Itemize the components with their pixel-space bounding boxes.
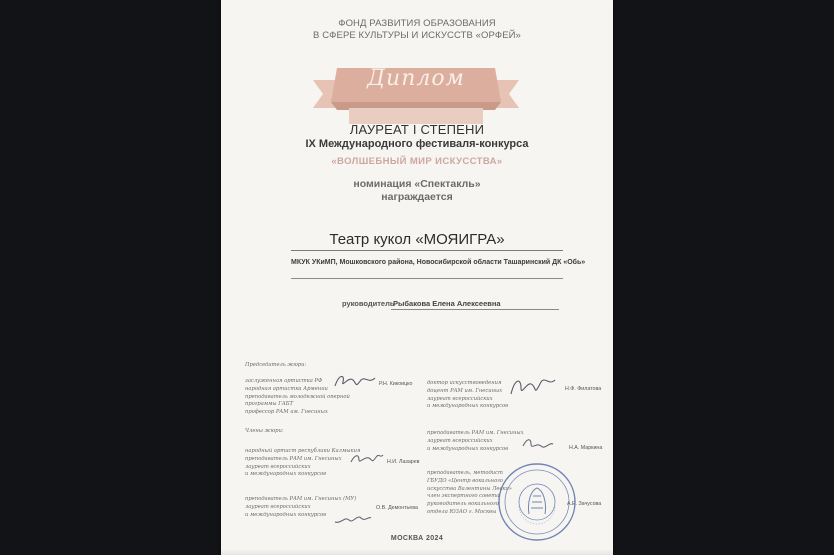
leader-label: руководитель: [342, 299, 395, 308]
city-year: МОСКВА 2024: [390, 535, 444, 542]
jury-member-1-name: Н.И. Лазарев: [387, 459, 420, 465]
festival-name: «ВОЛШЕБНЫЙ МИР ИСКУССТВА»: [331, 156, 503, 167]
member-2-signature: [333, 510, 373, 528]
member-3-signature: [507, 372, 559, 402]
jury-member-3-titles: доктор искусствоведения доцент РАМ им. Гнесиных лауреат всероссийских и международных конкурсов: [427, 380, 509, 410]
official-seal: [497, 462, 577, 542]
foundation-name-line2: В СФЕРЕ КУЛЬТУРЫ И ИСКУССТВ «ОРФЕЙ»: [313, 30, 521, 41]
divider-line: [291, 250, 563, 251]
jury-member-5-titles: преподаватель, методист ГБУДО «Центр вокального искусства Валентины Левко» член экспертного совета руководитель вокального отдела ЮЗАО г. Москвы: [427, 470, 512, 515]
foundation-name-line1: ФОНД РАЗВИТИЯ ОБРАЗОВАНИЯ: [338, 18, 496, 29]
divider-line: [291, 278, 563, 279]
leader-name: Рыбакова Елена Алексеевна: [393, 299, 501, 308]
jury-member-5-name: А.Е. Зачусова: [567, 501, 602, 507]
jury-members-label: Члены жюри:: [245, 428, 284, 434]
recipient-organization: МКУК УКиМП, Мошковского района, Новосибирской области Ташаринский ДК «Обь»: [291, 259, 586, 266]
jury-member-2-name: О.В. Демонтьева: [376, 505, 418, 511]
festival-title: IX Международного фестиваля-конкурса: [305, 138, 529, 150]
jury-chair-titles: заслуженная артистка РФ народная артистка Армении преподаватель молодежной оперной программы ГАБТ профессор РАМ им. Гнесиных: [245, 378, 350, 416]
chair-signature: [331, 372, 377, 392]
jury-member-3-name: Н.Ф. Филатова: [565, 386, 602, 392]
jury-member-2-titles: преподаватель РАМ им. Гнесиных (МУ) лауреат всероссийских и международных конкурсов: [245, 496, 357, 518]
laureate-degree: ЛАУРЕАТ I СТЕПЕНИ: [349, 122, 485, 137]
member-4-signature: [521, 436, 555, 454]
jury-chair-name: Р.Н. Кикоицко: [379, 381, 413, 387]
awarded-label: награждается: [381, 191, 453, 203]
member-1-signature: [349, 450, 385, 468]
recipient-name: Театр кукол «МОЯИГРА»: [329, 231, 505, 248]
nomination: номинация «Спектакль»: [353, 178, 481, 190]
jury-chair-label: Председатель жюри:: [245, 362, 307, 368]
jury-member-4-titles: преподаватель РАМ им. Гнесиных лауреат всероссийских и международных конкурсов: [427, 430, 524, 452]
jury-member-1-titles: народный артист республики Калмыкия преподаватель РАМ им. Гнесиных лауреат всероссийских и международных конкурсов: [245, 448, 361, 478]
ribbon-title: Диплом: [367, 66, 465, 91]
leader-underline: [391, 309, 559, 310]
diploma-page: [221, 0, 613, 555]
jury-member-4-name: Н.А. Маркина: [569, 445, 603, 451]
